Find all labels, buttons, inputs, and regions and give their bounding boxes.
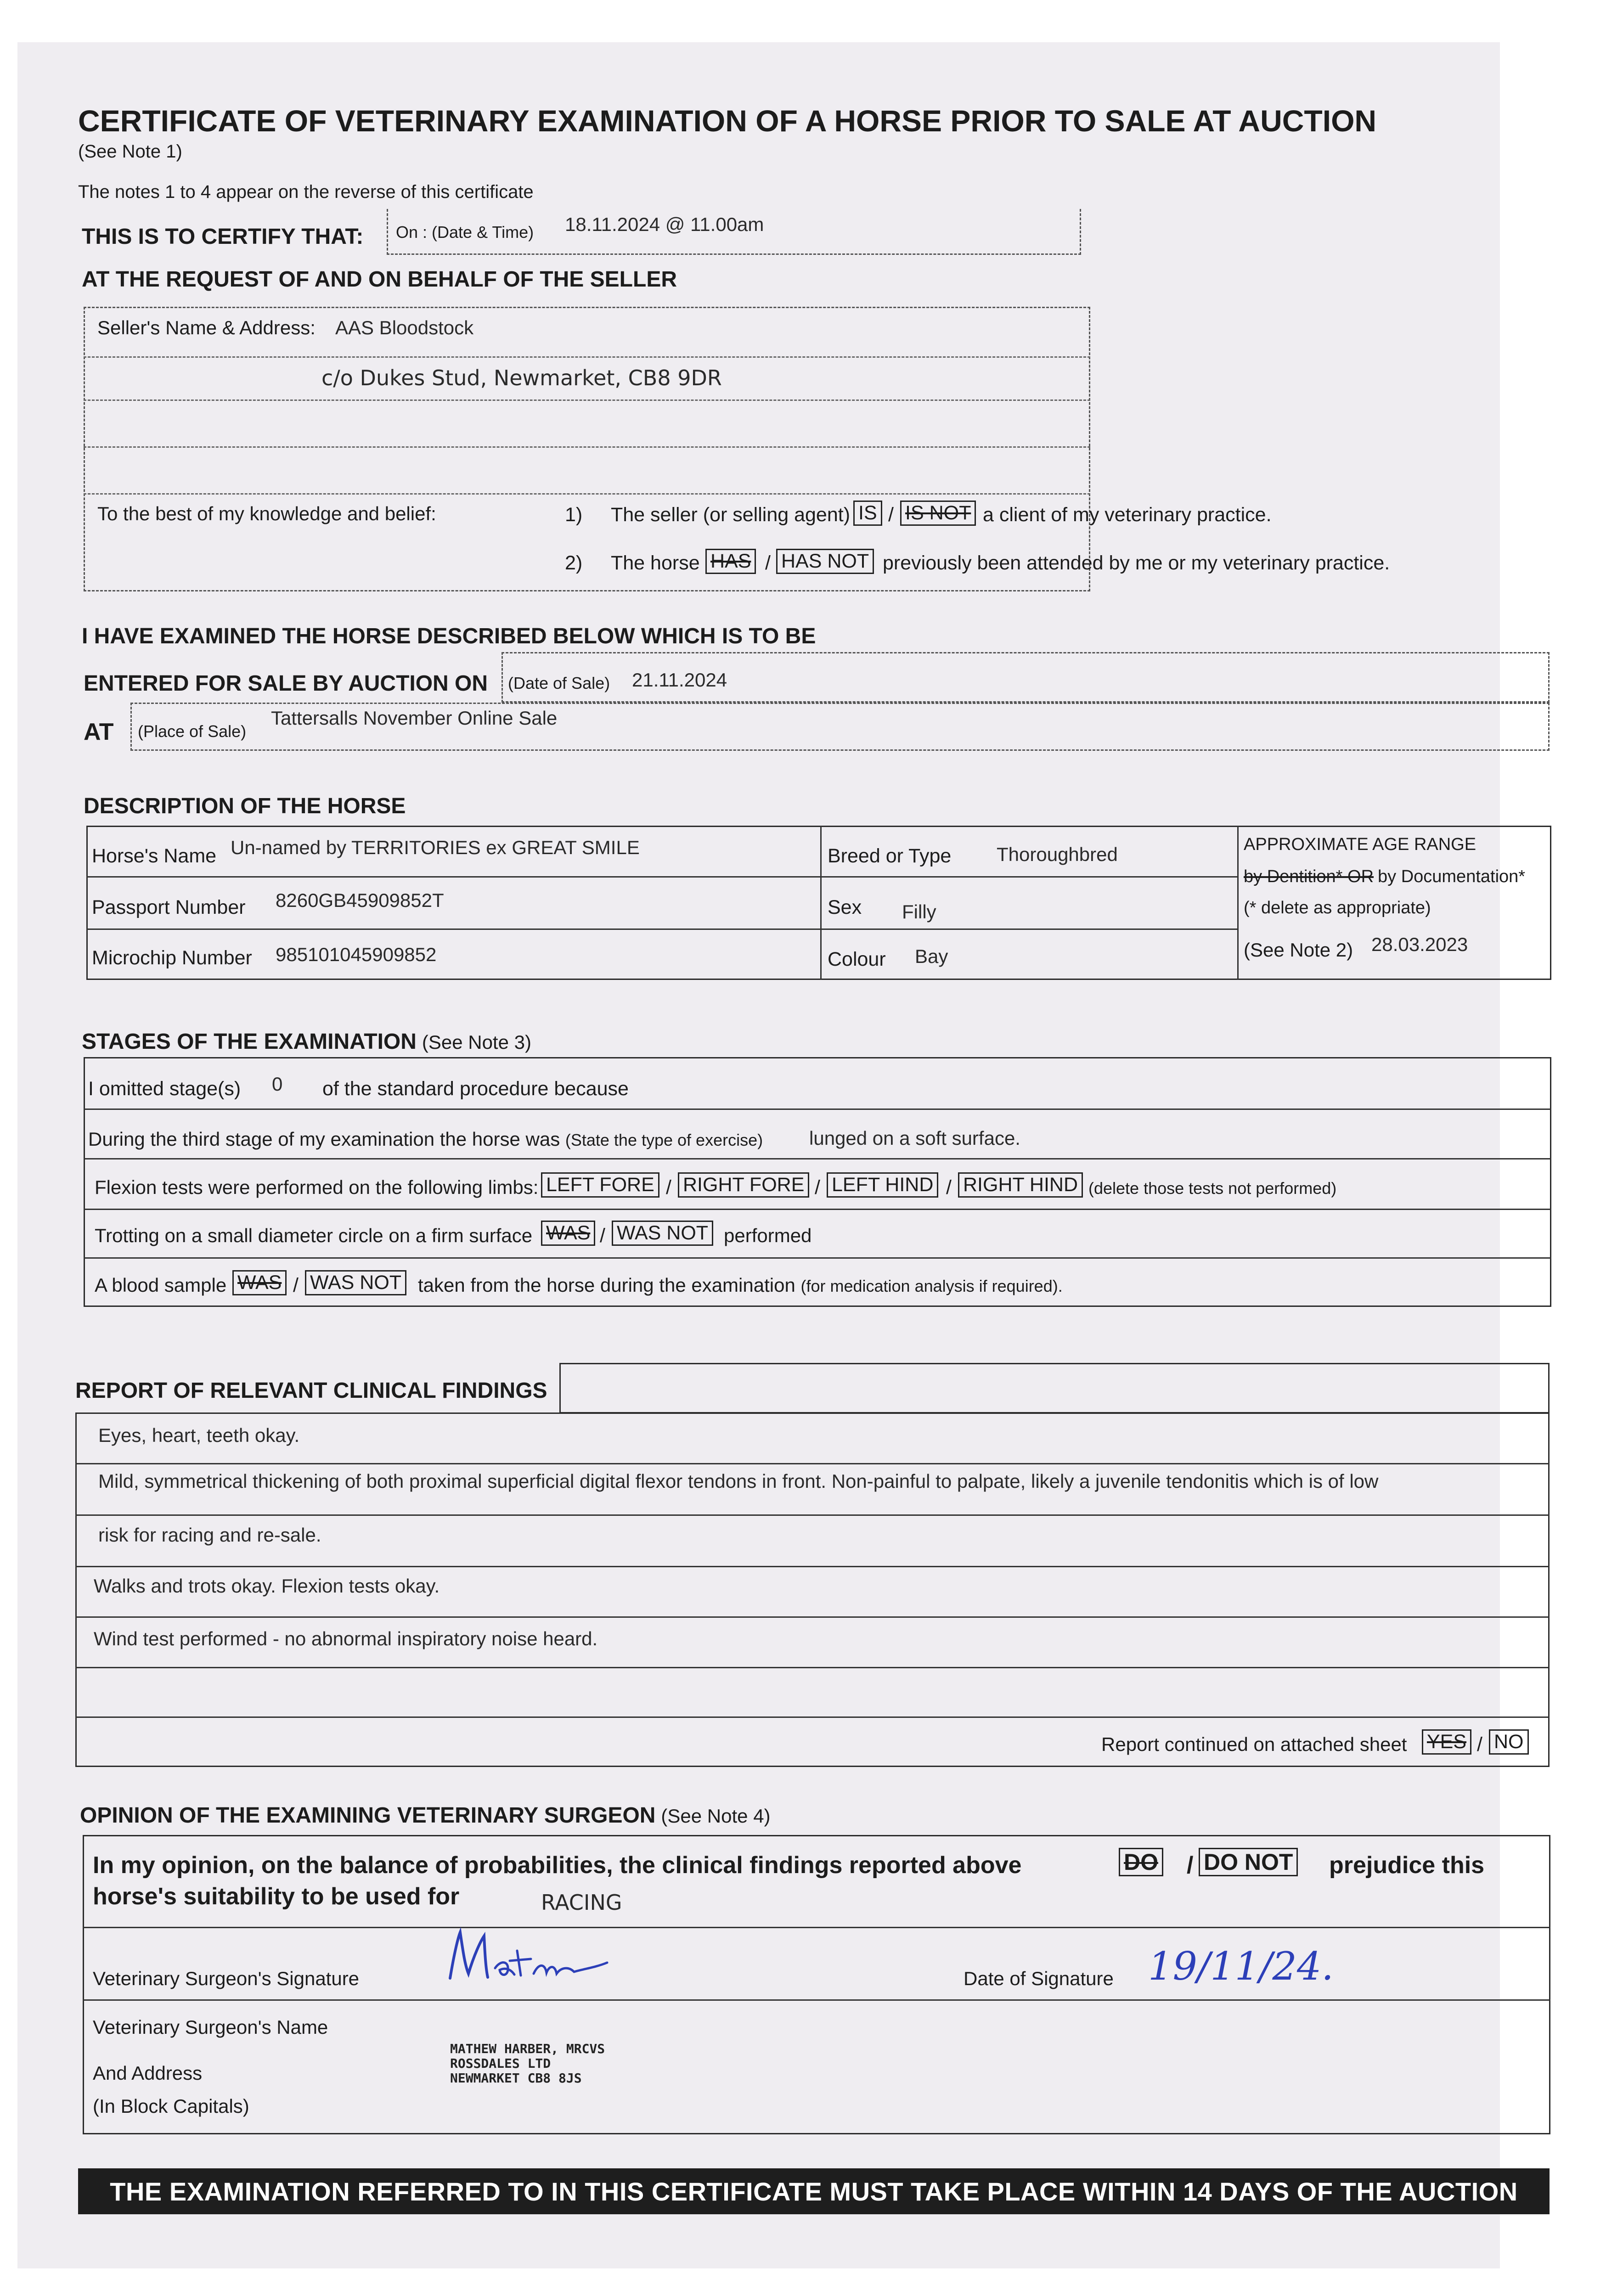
findings-row-divider — [75, 1463, 1550, 1464]
date-of-signature-label: Date of Signature — [964, 1968, 1114, 1989]
flexion-note: (delete those tests not performed) — [1088, 1179, 1337, 1198]
opinion-heading-note: (See Note 4) — [661, 1805, 771, 1827]
continued-label: Report continued on attached sheet — [1101, 1733, 1407, 1755]
blood-post-block — [418, 1276, 1063, 1295]
at-label: AT — [84, 719, 114, 745]
option-separator: / — [946, 1176, 952, 1199]
stages-row-divider — [84, 1158, 1551, 1159]
horse-name-value: Un-named by TERRITORIES ex GREAT SMILE — [231, 837, 640, 858]
blood-was-not-option: WAS NOT — [305, 1270, 406, 1295]
date-of-signature-value: 19/11/24. — [1148, 1944, 1334, 1989]
footer-banner: THE EXAMINATION REFERRED TO IN THIS CERTIFICATE MUST TAKE PLACE WITHIN 14 DAYS OF THE AUCTION — [78, 2168, 1550, 2214]
blood-post: taken from the horse during the examination — [418, 1274, 795, 1296]
sale-date-label: (Date of Sale) — [508, 674, 610, 692]
option-separator: / — [293, 1274, 299, 1296]
opinion-statement-pre: In my opinion, on the balance of probabilities, the clinical findings reported above — [93, 1852, 1022, 1879]
passport-label: Passport Number — [92, 896, 246, 918]
certify-on-value: 18.11.2024 @ 11.00am — [565, 214, 764, 235]
third-stage-label: During the third stage of my examination the horse was — [88, 1128, 560, 1150]
seller-row-divider — [84, 493, 1090, 495]
seller-row-divider — [84, 356, 1090, 358]
examined-heading: I HAVE EXAMINED THE HORSE DESCRIBED BELOW WHICH IS TO BE — [82, 624, 816, 648]
sale-place-label: (Place of Sale) — [138, 722, 247, 741]
seller-heading: AT THE REQUEST OF AND ON BEHALF OF THE SELLER — [82, 267, 677, 292]
continued-no-option: NO — [1489, 1729, 1529, 1755]
finding-line: Wind test performed - no abnormal inspiratory noise heard. — [94, 1628, 598, 1649]
stages-heading-block — [82, 1031, 531, 1053]
option-separator: / — [1477, 1733, 1482, 1756]
age-by-dentition-option: by Dentition* OR — [1244, 867, 1374, 886]
certificate-title: CERTIFICATE OF VETERINARY EXAMINATION OF A HORSE PRIOR TO SALE AT AUCTION — [78, 104, 1377, 138]
passport-value: 8260GB45909852T — [276, 889, 444, 911]
omitted-value: 0 — [272, 1073, 283, 1095]
belief-item2-number: 2) — [565, 552, 583, 574]
vet-name-label: Veterinary Surgeon's Name — [93, 2016, 328, 2038]
findings-row-divider — [75, 1667, 1550, 1668]
opinion-use-value: RACING — [541, 1890, 622, 1915]
age-see-note: (See Note 2) — [1244, 939, 1353, 961]
opinion-statement-post: prejudice this — [1329, 1852, 1485, 1879]
description-col-divider — [820, 826, 822, 980]
stages-row-divider — [84, 1257, 1551, 1259]
microchip-label: Microchip Number — [92, 947, 252, 969]
sex-value: Filly — [902, 901, 936, 923]
vet-address-label: And Address — [93, 2062, 203, 2084]
findings-row-divider — [75, 1716, 1550, 1718]
option-separator: / — [888, 504, 894, 526]
belief-item2-post: previously been attended by me or my veterinary practice. — [883, 552, 1390, 574]
client-is-not-option: IS NOT — [900, 501, 976, 526]
flexion-right-hind-option: RIGHT HIND — [958, 1172, 1083, 1198]
age-delete-note: (* delete as appropriate) — [1244, 898, 1431, 917]
vet-signature — [436, 1923, 629, 1994]
stamp-line: ROSSDALES LTD — [450, 2056, 551, 2071]
trotting-post: performed — [724, 1225, 812, 1246]
belief-item2-text: The horse — [611, 552, 700, 574]
findings-heading: REPORT OF RELEVANT CLINICAL FINDINGS — [75, 1379, 547, 1403]
blood-label: A blood sample — [95, 1274, 227, 1296]
third-stage-block — [88, 1130, 763, 1149]
belief-item1-text: The seller (or selling agent) — [611, 504, 851, 526]
flexion-label: Flexion tests were performed on the following limbs: — [95, 1176, 539, 1198]
option-separator: / — [1187, 1852, 1194, 1879]
belief-item1-post: a client of my veterinary practice. — [983, 504, 1272, 526]
opinion-row-divider — [83, 1927, 1550, 1928]
opinion-heading: OPINION OF THE EXAMINING VETERINARY SURGEON — [80, 1803, 656, 1828]
option-separator: / — [600, 1225, 605, 1247]
option-separator: / — [666, 1176, 671, 1199]
horse-has-option: HAS — [705, 549, 756, 574]
certify-on-label: On : (Date & Time) — [396, 223, 534, 242]
findings-heading-box — [559, 1363, 1550, 1413]
block-capitals-label: (In Block Capitals) — [93, 2095, 249, 2117]
belief-label: To the best of my knowledge and belief: — [97, 503, 436, 524]
opinion-statement-line2: horse's suitability to be used for — [93, 1883, 460, 1910]
vet-address-stamp — [450, 2042, 605, 2086]
stamp-line: MATHEW HARBER, MRCVS — [450, 2041, 605, 2056]
third-stage-value: lunged on a soft surface. — [809, 1127, 1020, 1149]
opinion-heading-block — [80, 1805, 771, 1827]
notes-line: The notes 1 to 4 appear on the reverse of this certificate — [78, 182, 534, 202]
entered-label: ENTERED FOR SALE BY AUCTION ON — [84, 671, 488, 696]
breed-value: Thoroughbred — [997, 844, 1118, 865]
finding-line: Walks and trots okay. Flexion tests okay. — [94, 1575, 440, 1597]
description-col-divider — [1237, 826, 1239, 980]
stages-row-divider — [84, 1209, 1551, 1210]
seller-row-divider — [84, 446, 1090, 448]
stages-heading: STAGES OF THE EXAMINATION — [82, 1030, 417, 1054]
horse-name-label: Horse's Name — [92, 845, 217, 867]
seller-row-divider — [84, 400, 1090, 401]
omitted-label: I omitted stage(s) — [88, 1078, 241, 1100]
breed-label: Breed or Type — [828, 845, 952, 867]
findings-row-divider — [75, 1616, 1550, 1618]
finding-line: Eyes, heart, teeth okay. — [98, 1424, 300, 1446]
seller-name-label: Seller's Name & Address: — [97, 317, 316, 338]
blood-note: (for medication analysis if required). — [800, 1277, 1063, 1295]
seller-address-value: c/o Dukes Stud, Newmarket, CB8 9DR — [321, 366, 722, 390]
age-by-documentation-option: by Documentation* — [1378, 867, 1526, 886]
third-stage-note: (State the type of exercise) — [565, 1131, 763, 1149]
opinion-do-not-option: DO NOT — [1199, 1848, 1298, 1876]
colour-value: Bay — [915, 945, 948, 967]
client-is-option: IS — [853, 501, 882, 526]
option-separator: / — [815, 1176, 820, 1199]
findings-row-divider — [75, 1514, 1550, 1516]
trotting-label: Trotting on a small diameter circle on a firm surface — [95, 1225, 533, 1246]
continued-yes-option: YES — [1422, 1729, 1471, 1755]
opinion-do-option: DO — [1119, 1848, 1163, 1876]
belief-item1-number: 1) — [565, 504, 583, 526]
signature-label: Veterinary Surgeon's Signature — [93, 1968, 360, 1989]
description-row-divider — [86, 876, 1237, 878]
sale-date-value: 21.11.2024 — [632, 669, 727, 691]
age-value: 28.03.2023 — [1371, 934, 1468, 955]
trotting-was-not-option: WAS NOT — [612, 1221, 713, 1246]
sale-place-value: Tattersalls November Online Sale — [271, 707, 558, 729]
stages-row-divider — [84, 1109, 1551, 1110]
sex-label: Sex — [828, 896, 862, 918]
omitted-post: of the standard procedure because — [322, 1078, 629, 1100]
description-row-divider — [86, 929, 1237, 930]
finding-line: Mild, symmetrical thickening of both proximal superficial digital flexor tendons in front. Non-painful to palpate, likely a juvenile tendonitis which is of low — [98, 1470, 1379, 1492]
blood-was-option: WAS — [232, 1270, 287, 1295]
horse-has-not-option: HAS NOT — [776, 549, 874, 574]
option-separator: / — [765, 552, 771, 574]
age-range-heading: APPROXIMATE AGE RANGE — [1244, 835, 1476, 854]
opinion-row-divider — [83, 1999, 1550, 2001]
finding-line: risk for racing and re-sale. — [98, 1524, 321, 1546]
stamp-line: NEWMARKET CB8 8JS — [450, 2071, 582, 2086]
title-see-note: (See Note 1) — [78, 141, 182, 162]
description-heading: DESCRIPTION OF THE HORSE — [84, 794, 406, 818]
stages-heading-note: (See Note 3) — [422, 1031, 531, 1053]
flexion-left-fore-option: LEFT FORE — [541, 1172, 659, 1198]
seller-name-value: AAS Bloodstock — [335, 317, 474, 338]
trotting-was-option: WAS — [541, 1221, 595, 1246]
certify-label: THIS IS TO CERTIFY THAT: — [82, 225, 364, 249]
flexion-right-fore-option: RIGHT FORE — [678, 1172, 809, 1198]
colour-label: Colour — [828, 948, 886, 970]
seller-box — [84, 307, 1090, 591]
findings-row-divider — [75, 1566, 1550, 1567]
flexion-left-hind-option: LEFT HIND — [827, 1172, 938, 1198]
microchip-value: 985101045909852 — [276, 944, 437, 965]
